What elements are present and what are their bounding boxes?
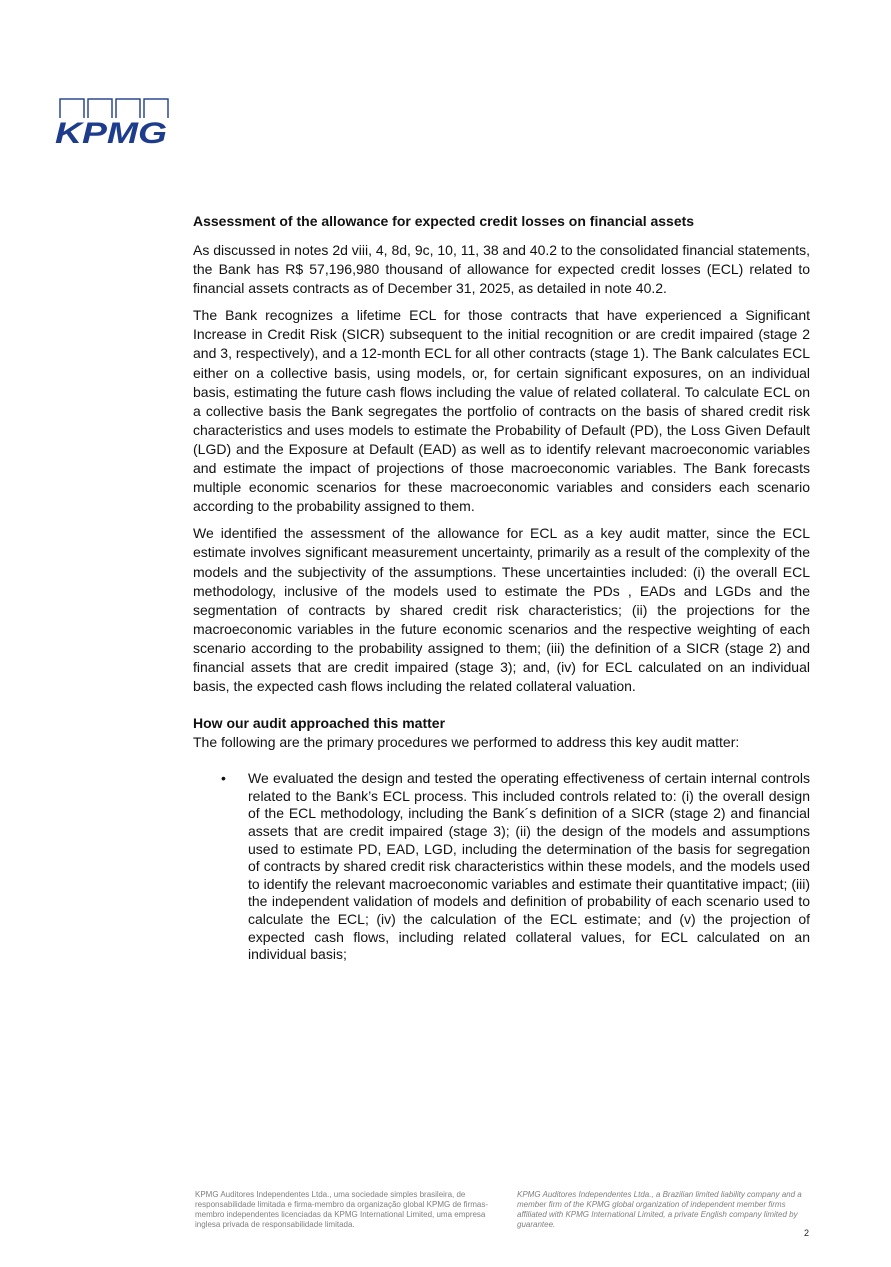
footer-disclaimer-portuguese: KPMG Auditores Independentes Ltda., uma sociedade simples brasileira, de responsabilidade limitada e firma-membro da organização global KPMG de firmas-membro independentes licenciadas da KPMG International Limited, uma empresa inglesa privada de responsabilidade limitada. bbox=[195, 1190, 489, 1229]
paragraph-ecl-balance: As discussed in notes 2d viii, 4, 8d, 9c, 10, 11, 38 and 40.2 to the consolidated financial statements, the Bank has R$ 57,196,980 thousand of allowance for expected credit losses (ECL) related to financial assets contracts as of December 31, 2025, as detailed in note 40.2. bbox=[193, 242, 810, 297]
paragraph-key-audit-matter: We identified the assessment of the allowance for ECL as a key audit matter, since the ECL estimate involves significant measurement uncertainty, primarily as a result of the complexity of the models and the subjectivity of the assumptions. These uncertainties included: (i) the overall ECL methodology, inclusive of the models used to estimate the PDs , EADs and LGDs and the segmentation of contracts by shared credit risk characteristics; (ii) the projections for the macroeconomic variables in the future economic scenarios and the respective weighting of each scenario according to the probability assigned to them; (iii) the definition of a SICR (stage 2) and financial assets that are credit impaired (stage 3); and, (iv) for ECL calculated on an individual basis, the expected cash flows including the related collateral valuation. bbox=[193, 525, 810, 695]
kpmg-logo bbox=[54, 98, 172, 148]
list-item-text: We evaluated the design and tested the operating effectiveness of certain internal controls related to the Bank’s ECL process. This included controls related to: (i) the overall design of the ECL methodology, including the Bank´s definition of a SICR (stage 2) and financial assets that are credit impaired (stage 3); (ii) the design of the models and assumptions used to estimate PD, EAD, LGD, including the determination of the basis for segregation of contracts by shared credit risk characteristics within these models, and the models used to identify the relevant macroeconomic variables and estimate their quantitative impact; (iii) the independent validation of models and definition of probability of each scenario used to calculate the ECL; (iv) the calculation of the ECL estimate; and (v) the projection of expected cash flows, including related collateral values, for ECL calculated on an individual basis; bbox=[248, 770, 810, 963]
section-title: Assessment of the allowance for expected credit losses on financial assets bbox=[193, 213, 695, 229]
approach-title: How our audit approached this matter bbox=[193, 715, 446, 732]
kpmg-logo-text: KPMG bbox=[55, 117, 167, 148]
page-number: 2 bbox=[804, 1228, 810, 1238]
footer-disclaimer-english: KPMG Auditores Independentes Ltda., a Brazilian limited liability company and a member firm of the KPMG global organization of independent member firms affiliated with KPMG International Limited, a private English company limited by guarantee. bbox=[517, 1190, 802, 1229]
bullet-icon: • bbox=[221, 770, 226, 787]
main-content bbox=[193, 212, 810, 964]
list-item bbox=[193, 770, 810, 964]
paragraph-ecl-methodology: The Bank recognizes a lifetime ECL for those contracts that have experienced a Significant Increase in Credit Risk (SICR) subsequent to the initial recognition or are credit impaired (stage 2 and 3, respectively), and a 12-month ECL for all other contracts (stage 1). The Bank calculates ECL either on a collective basis, using models, or, for certain significant exposures, on an individual basis, estimating the future cash flows including the value of related collateral. To calculate ECL on a collective basis the Bank segregates the portfolio of contracts on the basis of shared credit risk characteristics and uses models to estimate the Probability of Default (PD), the Loss Given Default (LGD) and the Exposure at Default (EAD) as well as to identify relevant macroeconomic variables and estimate the impact of projections of those macroeconomic variables. The Bank forecasts multiple economic scenarios for these macroeconomic variables and considers each scenario according to the probability assigned to them. bbox=[193, 307, 810, 515]
approach-intro: The following are the primary procedures we performed to address this key audit matter: bbox=[193, 734, 740, 751]
procedures-list bbox=[193, 770, 810, 964]
